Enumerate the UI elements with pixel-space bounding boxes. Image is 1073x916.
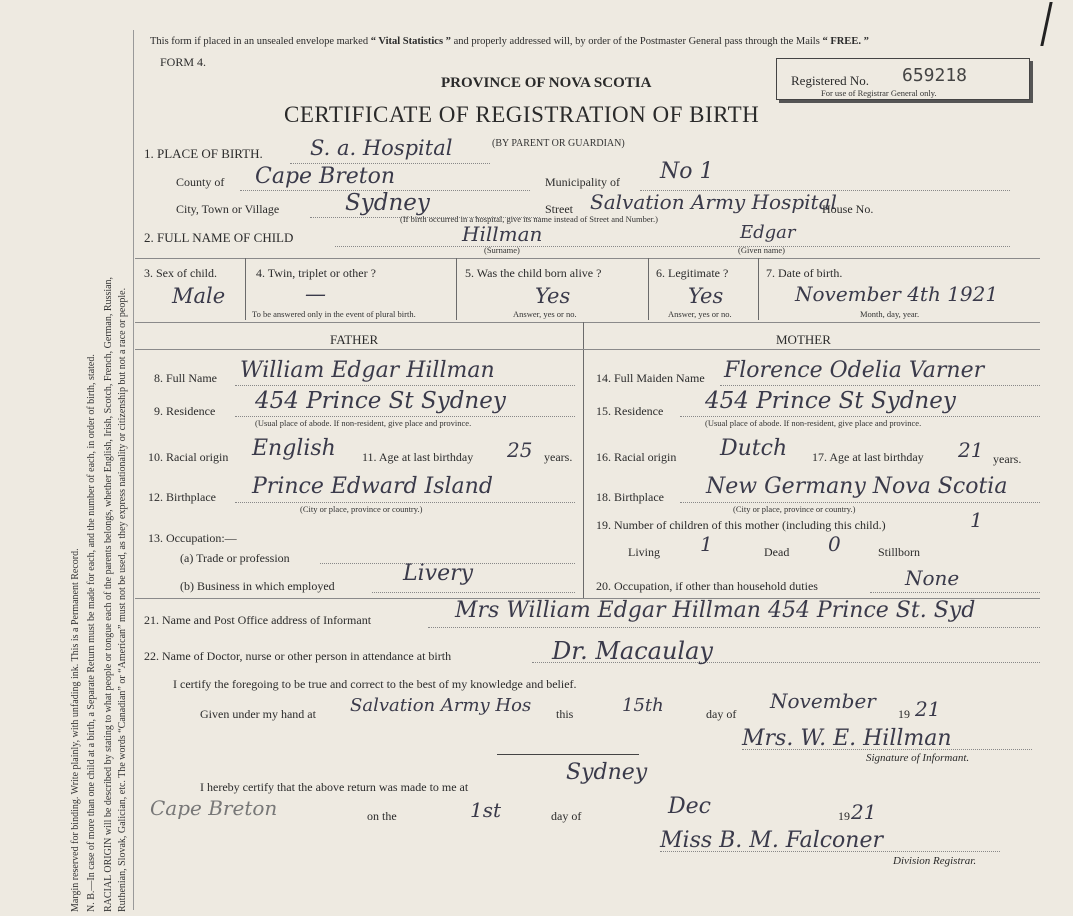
mother-heading: MOTHER <box>776 332 831 347</box>
side-note-racial-1: RACIAL ORIGIN will be described by stating to what people or tongue each of the parents belongs, whether English, Irish, Scotch, French, German, Russian, <box>103 276 114 912</box>
father-res-note: (Usual place of abode. If non-resident, give place and province. <box>255 418 472 428</box>
given-name-value: Edgar <box>740 222 796 243</box>
living-label: Living <box>628 545 660 559</box>
registered-label: Registered No. <box>791 73 869 88</box>
informant-value: Mrs William Edgar Hillman 454 Prince St. Syd <box>455 598 976 623</box>
mother-res-note: (Usual place of abode. If non-resident, give place and province. <box>705 418 922 428</box>
given-under-label: Given under my hand at <box>200 707 316 721</box>
father-bp-line <box>235 502 575 503</box>
mother-age-label: 17. Age at last birthday <box>812 450 924 464</box>
registered-note: For use of Registrar General only. <box>821 88 937 98</box>
twin-value: — <box>305 282 326 306</box>
given-at-value: Salvation Army Hos <box>350 695 532 716</box>
place-of-birth-label: 1. PLACE OF BIRTH. <box>144 146 263 161</box>
business-line <box>372 592 575 593</box>
business-value: Livery <box>403 561 474 586</box>
place-of-birth-value: S. a. Hospital <box>310 136 453 160</box>
mother-bp-value: New Germany Nova Scotia <box>706 474 1008 499</box>
children-value: 1 <box>970 508 983 532</box>
rule-parents-top <box>135 322 1040 323</box>
signature-line <box>742 749 1032 750</box>
county-value: Cape Breton <box>255 164 396 189</box>
mother-racial-value: Dutch <box>720 436 788 461</box>
business-label: (b) Business in which employed <box>180 579 335 593</box>
side-note-racial-2: Ruthenian, Slovak, Galician, etc. The words “Canadian” or “American” must not be used, as they express nationality or citizenship but not a race or people. <box>117 287 128 912</box>
registrar-caption: Division Registrar. <box>893 855 977 867</box>
father-res-line <box>235 416 575 417</box>
registrar-signature: Miss B. M. Falconer <box>660 828 883 853</box>
doctor-value: Dr. Macaulay <box>552 637 713 665</box>
father-name-line <box>235 385 575 386</box>
side-note-binding: Margin reserved for binding. Write plainly, with unfading ink. This is a Permanent Record. <box>70 548 81 912</box>
city-value: Sydney <box>345 190 430 216</box>
mother-age-value: 21 <box>958 438 984 462</box>
father-name-value: William Edgar Hillman <box>240 358 495 383</box>
occupation-label: 13. Occupation:— <box>148 531 237 545</box>
father-bp-note: (City or place, province or country.) <box>300 504 423 514</box>
father-heading: FATHER <box>330 332 379 347</box>
day-of-label: day of <box>706 707 737 721</box>
mother-bp-label: 18. Birthplace <box>596 490 664 504</box>
dead-value: 0 <box>828 532 841 556</box>
father-name-label: 8. Full Name <box>154 371 217 385</box>
rule-row3-top <box>135 258 1040 259</box>
given-name-note: (Given name) <box>738 245 785 255</box>
rule-legit <box>758 258 759 320</box>
mother-bp-line <box>680 502 1040 503</box>
mother-res-line <box>680 416 1040 417</box>
surname-value: Hillman <box>462 222 543 246</box>
returned-county-value: Cape Breton <box>150 796 278 820</box>
mother-occ-label: 20. Occupation, if other than household duties <box>596 579 818 593</box>
on-the-label: on the <box>367 809 397 823</box>
mother-name-line <box>720 385 1040 386</box>
mother-res-value: 454 Prince St Sydney <box>705 388 956 414</box>
date-note: Month, day, year. <box>860 309 920 319</box>
father-bp-value: Prince Edward Island <box>252 474 493 499</box>
mother-racial-label: 16. Racial origin <box>596 450 677 464</box>
twin-note: To be answered only in the event of plural birth. <box>252 309 416 319</box>
father-res-label: 9. Residence <box>154 404 216 418</box>
registered-number: 659218 <box>902 65 968 86</box>
sex-label: 3. Sex of child. <box>144 266 217 280</box>
year-prefix-label-2: 19 <box>838 809 850 823</box>
mother-bp-note: (City or place, province or country.) <box>733 504 856 514</box>
mail-notice: This form if placed in an unsealed envelope marked “ Vital Statistics ” and properly addressed will, by order of the Postmaster General pass through the Mails “ FREE. ” <box>150 36 869 47</box>
dead-label: Dead <box>764 545 790 559</box>
street-label: Street <box>545 202 573 216</box>
given-year-value: 21 <box>915 697 941 721</box>
alive-note: Answer, yes or no. <box>513 309 577 319</box>
returned-at-value: Sydney <box>566 760 648 785</box>
registered-box <box>776 58 1030 100</box>
full-name-line <box>335 246 1010 247</box>
ret-year-value: 21 <box>851 800 877 824</box>
doctor-label: 22. Name of Doctor, nurse or other person in attendance at birth <box>144 649 452 663</box>
mother-age-years: years. <box>993 452 1022 466</box>
informant-signature: Mrs. W. E. Hillman <box>742 726 952 751</box>
alive-label: 5. Was the child born alive ? <box>465 266 602 280</box>
children-label: 19. Number of children of this mother (including this child.) <box>596 518 886 532</box>
mother-res-label: 15. Residence <box>596 404 664 418</box>
province-title: PROVINCE OF NOVA SCOTIA <box>441 75 652 91</box>
legit-note: Answer, yes or no. <box>668 309 732 319</box>
margin-rule <box>133 30 134 910</box>
surname-note: (Surname) <box>484 245 520 255</box>
municipality-label: Municipality of <box>545 175 620 189</box>
certify-text: I certify the foregoing to be true and correct to the best of my knowledge and belief. <box>173 677 577 691</box>
sex-value: Male <box>172 284 226 308</box>
father-res-value: 454 Prince St Sydney <box>255 388 506 414</box>
divider-short <box>497 754 639 755</box>
ret-month-value: Dec <box>668 794 711 819</box>
father-age-label: 11. Age at last birthday <box>362 450 474 464</box>
this-label: this <box>556 707 574 721</box>
check-mark-icon <box>1000 2 1052 46</box>
county-label: County of <box>176 175 225 189</box>
form-number: FORM 4. <box>160 55 207 69</box>
father-racial-value: English <box>252 436 336 461</box>
father-age-value: 25 <box>507 438 533 462</box>
father-age-years: years. <box>544 450 573 464</box>
given-day-value: 15th <box>622 695 664 716</box>
rule-twin <box>456 258 457 320</box>
mother-occ-line <box>870 592 1040 593</box>
street-value: Salvation Army Hospital <box>590 190 837 214</box>
full-name-label: 2. FULL NAME OF CHILD <box>144 230 294 245</box>
certificate-title: CERTIFICATE OF REGISTRATION OF BIRTH <box>284 102 760 127</box>
ret-day-value: 1st <box>470 798 502 822</box>
mother-occ-value: None <box>905 566 960 590</box>
rule-parents-head <box>135 349 1040 350</box>
father-racial-label: 10. Racial origin <box>148 450 229 464</box>
trade-label: (a) Trade or profession <box>180 551 290 565</box>
registrar-line <box>660 851 1000 852</box>
stillborn-label: Stillborn <box>878 545 921 559</box>
signature-caption: Signature of Informant. <box>866 752 970 764</box>
rule-alive <box>648 258 649 320</box>
father-bp-label: 12. Birthplace <box>148 490 216 504</box>
side-note-nb: N. B.—In case of more than one child at a birth, a Separate Return must be made for each, and the number of each, in order of birth, stated. <box>86 354 97 912</box>
rule-sex <box>245 258 246 320</box>
day-of-label-2: day of <box>551 809 582 823</box>
rule-parents-middle <box>583 322 584 598</box>
informant-line <box>428 627 1040 628</box>
alive-value: Yes <box>535 284 571 308</box>
legit-label: 6. Legitimate ? <box>656 266 729 280</box>
hereby-text: I hereby certify that the above return was made to me at <box>200 780 469 794</box>
given-month-value: November <box>770 689 876 713</box>
legit-value: Yes <box>688 284 724 308</box>
date-value: November 4th 1921 <box>795 282 999 306</box>
living-value: 1 <box>700 532 713 556</box>
municipality-value: No 1 <box>660 159 714 184</box>
mother-name-value: Florence Odelia Varner <box>724 358 985 383</box>
city-label: City, Town or Village <box>176 202 280 216</box>
house-no-label: House No. <box>822 202 874 216</box>
by-parent-note: (BY PARENT OR GUARDIAN) <box>492 138 625 149</box>
twin-label: 4. Twin, triplet or other ? <box>256 266 376 280</box>
informant-label: 21. Name and Post Office address of Informant <box>144 613 372 627</box>
year-prefix-label: 19 <box>898 707 910 721</box>
hospital-note: (If birth occurred in a hospital, give its name instead of Street and Number.) <box>400 214 658 224</box>
mother-name-label: 14. Full Maiden Name <box>596 371 705 385</box>
date-label: 7. Date of birth. <box>766 266 843 280</box>
